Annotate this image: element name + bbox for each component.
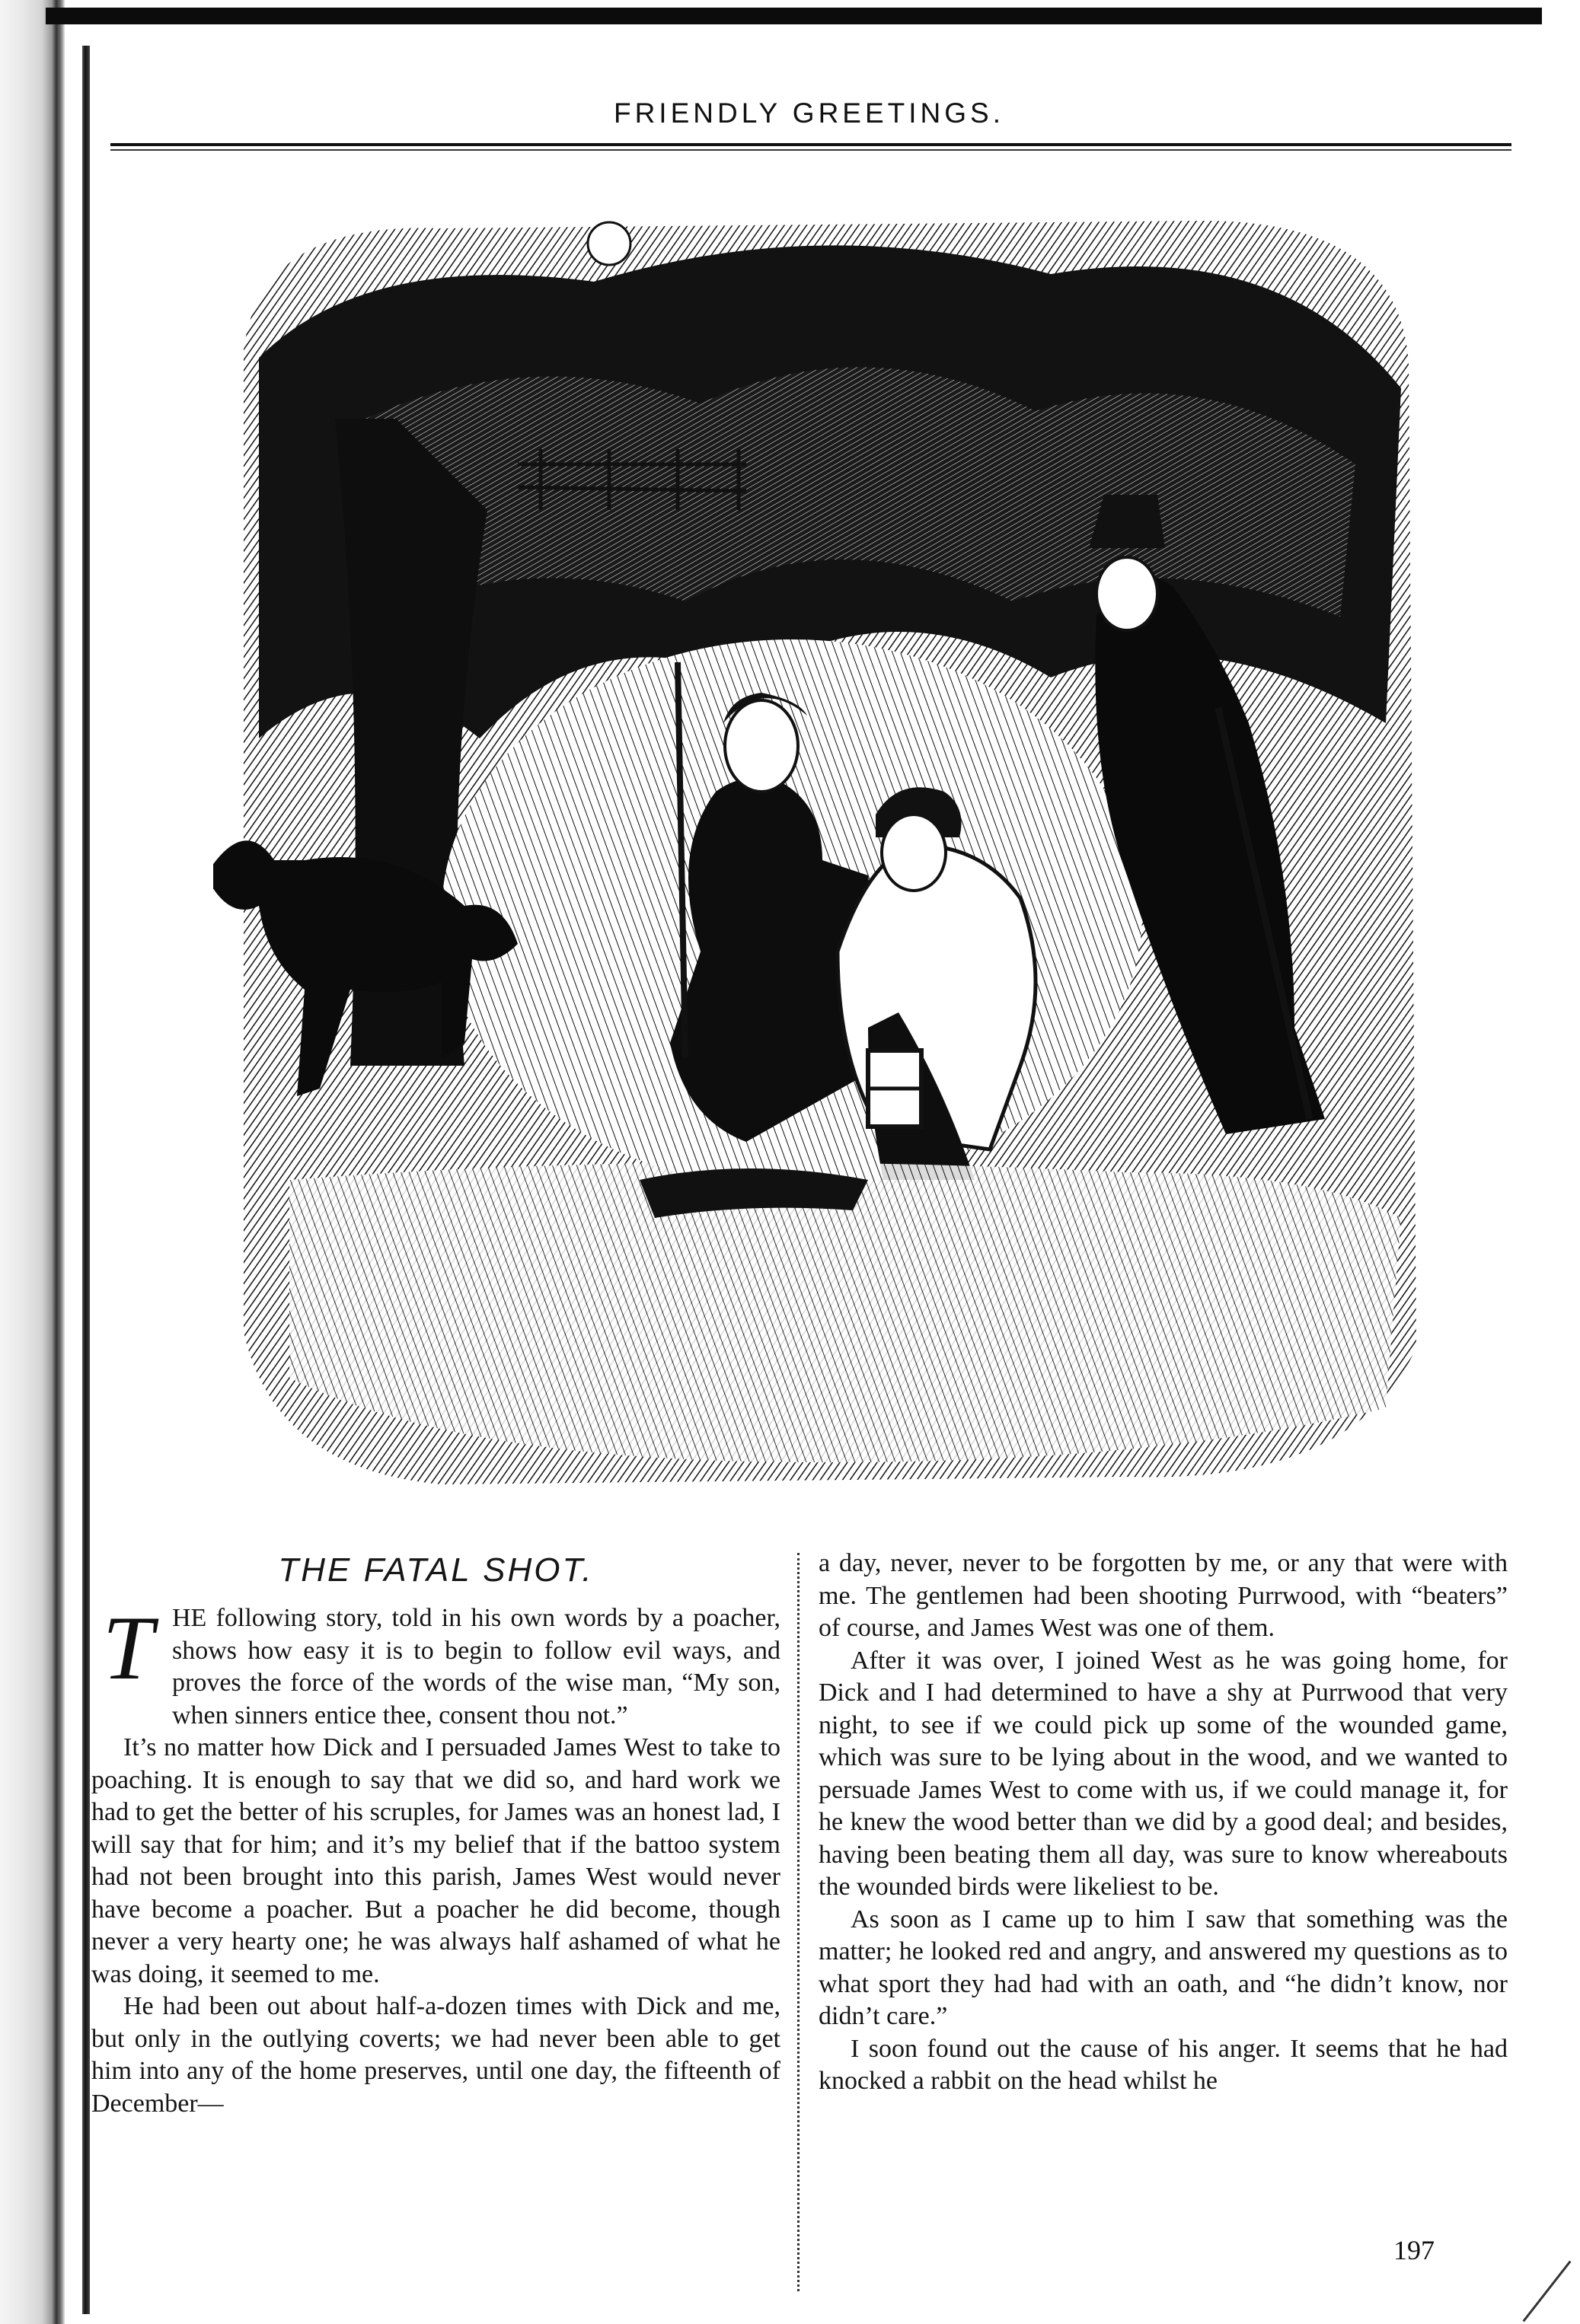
article-left-column	[91, 1548, 780, 2120]
column-divider	[797, 1553, 800, 2291]
article-paragraph: I soon found out the cause of his anger. It seems that he had knocked a rabbit on the head whilst he	[819, 2034, 1508, 2095]
paragraph-text: HE following story, told in his own words by a poacher, shows how easy it is to begin to follow evil ways, and proves the force of the words of the wise man, “My son, when sinners entice thee, consent thou not.”	[172, 1604, 780, 1729]
article-paragraph: a day, never, never to be forgotten by me, or any that were with me. The gentlemen had been shooting Purrwood, with “beaters” of course, and James West was one of them.	[819, 1549, 1508, 1642]
drop-cap-letter: T	[102, 1597, 154, 1698]
page-number: 197	[1393, 2235, 1435, 2265]
article-right-column	[819, 1548, 1508, 2098]
article-paragraph: As soon as I came up to him I saw that something was the matter; he looked red and angry, and answered my questions as to what sport they had had with an oath, and “he didn’t know, nor didn’t care.”	[819, 1905, 1508, 2030]
header-rule	[110, 143, 1511, 146]
book-binding-shadow	[0, 0, 65, 2324]
top-black-rule	[46, 8, 1542, 24]
article-paragraph	[91, 1597, 780, 1732]
header-rule-thin	[110, 149, 1511, 151]
article-title: THE FATAL SHOT.	[278, 1551, 594, 1589]
running-header: FRIENDLY GREETINGS.	[613, 97, 1005, 129]
engraving-illustration	[213, 190, 1439, 1500]
gutter-line	[82, 46, 90, 2314]
engraving-poachers-in-wood-icon	[213, 190, 1439, 1500]
article-paragraph: After it was over, I joined West as he was going home, for Dick and I had determined to have a shy at Purrwood that very night, to see if we could pick up some of the wounded game, which was sure to be lying about in the wood, and we wanted to persuade James West to come with us, if we could manage it, for he knew the wood better than we did by a good deal; and besides, having been beating them all day, was sure to know whereabouts the wounded birds were likeliest to be.	[819, 1646, 1508, 1901]
article-paragraph: It’s no matter how Dick and I persuaded James West to take to poaching. It is enough to say that we did so, and hard work we had to get the better of his scruples, for James was an honest lad, I will say that for him; and it’s my belief that if the battoo system had not been brought into this parish, James West would never have become a poacher. But a poacher he did become, though never a very hearty one; he was always half ashamed of what he was doing, it seemed to me.	[91, 1733, 780, 1988]
pencil-mark	[1523, 2261, 1572, 2322]
article-paragraph: He had been out about half-a-dozen times with Dick and me, but only in the outlying coverts; we had never been able to get him into any of the home preserves, until one day, the fifteenth of December—	[91, 1992, 780, 2118]
